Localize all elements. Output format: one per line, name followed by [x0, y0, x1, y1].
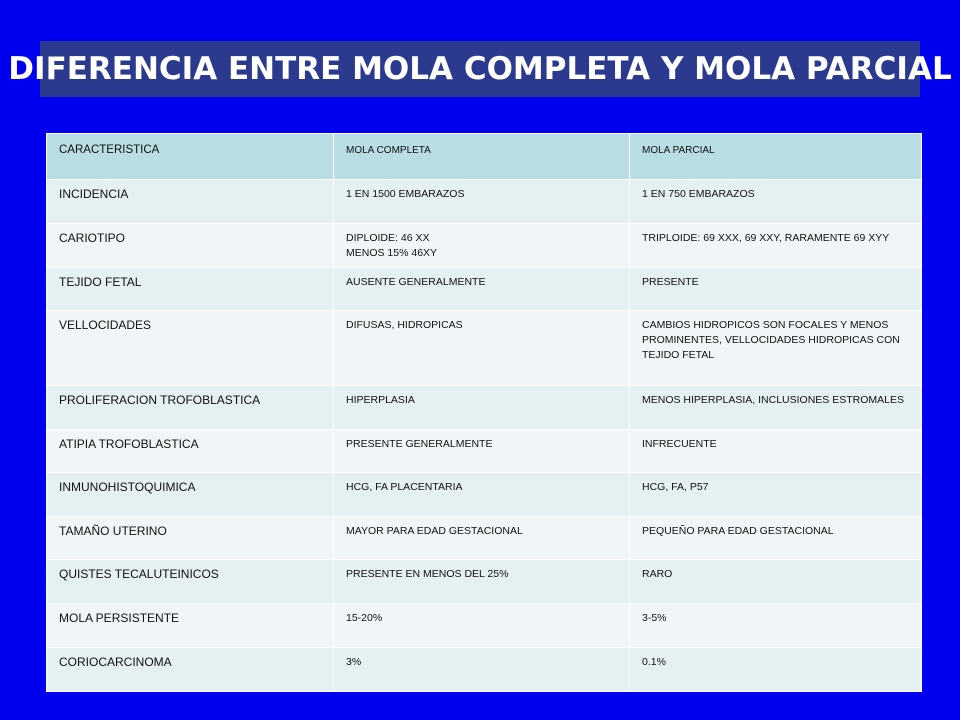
- title-bar: [8, 41, 952, 97]
- table-row: [47, 604, 922, 648]
- cell-caracteristica: MOLA PERSISTENTE: [47, 604, 334, 648]
- cell-mola-parcial: MENOS HIPERPLASIA, INCLUSIONES ESTROMALES: [630, 386, 922, 430]
- cell-mola-parcial: INFRECUENTE: [630, 430, 922, 473]
- cell-caracteristica: TEJIDO FETAL: [47, 268, 334, 311]
- cell-mola-parcial: PRESENTE: [630, 268, 922, 311]
- cell-mola-completa: PRESENTE GENERALMENTE: [334, 430, 630, 473]
- table-row: [47, 473, 922, 517]
- cell-mola-completa: HIPERPLASIA: [334, 386, 630, 430]
- cell-mola-parcial: 0.1%: [630, 648, 922, 692]
- table-row: [47, 180, 922, 224]
- table-row: [47, 268, 922, 311]
- cell-mola-parcial: TRIPLOIDE: 69 XXX, 69 XXY, RARAMENTE 69 XYY: [630, 224, 922, 268]
- cell-mola-parcial: PEQUEÑO PARA EDAD GESTACIONAL: [630, 517, 922, 560]
- cell-caracteristica: INMUNOHISTOQUIMICA: [47, 473, 334, 517]
- table-row: [47, 311, 922, 386]
- table-row: [47, 648, 922, 692]
- cell-mola-completa: 15-20%: [334, 604, 630, 648]
- cell-mola-parcial: CAMBIOS HIDROPICOS SON FOCALES Y MENOS PROMINENTES, VELLOCIDADES HIDROPICAS CON TEJIDO FETAL: [630, 311, 922, 386]
- cell-mola-completa: HCG, FA PLACENTARIA: [334, 473, 630, 517]
- cell-mola-parcial: 3-5%: [630, 604, 922, 648]
- cell-caracteristica: PROLIFERACION TROFOBLASTICA: [47, 386, 334, 430]
- cell-mola-completa: DIPLOIDE: 46 XX MENOS 15% 46XY: [334, 224, 630, 268]
- table-row: [47, 224, 922, 268]
- table-row: [47, 517, 922, 560]
- cell-mola-parcial: RARO: [630, 560, 922, 604]
- cell-caracteristica: INCIDENCIA: [47, 180, 334, 224]
- cell-mola-completa: PRESENTE EN MENOS DEL 25%: [334, 560, 630, 604]
- header-mola-completa: MOLA COMPLETA: [334, 134, 630, 180]
- cell-mola-completa: 3%: [334, 648, 630, 692]
- cell-mola-completa: 1 EN 1500 EMBARAZOS: [334, 180, 630, 224]
- table-header-row: [47, 134, 922, 180]
- header-mola-parcial: MOLA PARCIAL: [630, 134, 922, 180]
- cell-caracteristica: VELLOCIDADES: [47, 311, 334, 386]
- cell-mola-completa: MAYOR PARA EDAD GESTACIONAL: [334, 517, 630, 560]
- table-row: [47, 386, 922, 430]
- header-caracteristica: CARACTERISTICA: [47, 134, 334, 180]
- cell-caracteristica: CORIOCARCINOMA: [47, 648, 334, 692]
- cell-caracteristica: CARIOTIPO: [47, 224, 334, 268]
- cell-mola-completa: AUSENTE GENERALMENTE: [334, 268, 630, 311]
- cell-mola-parcial: HCG, FA, P57: [630, 473, 922, 517]
- table-row: [47, 430, 922, 473]
- cell-mola-parcial: 1 EN 750 EMBARAZOS: [630, 180, 922, 224]
- page-title: DIFERENCIA ENTRE MOLA COMPLETA Y MOLA PARCIAL: [8, 51, 952, 87]
- cell-caracteristica: TAMAÑO UTERINO: [47, 517, 334, 560]
- comparison-table: [46, 133, 922, 692]
- cell-caracteristica: ATIPIA TROFOBLASTICA: [47, 430, 334, 473]
- cell-mola-completa: DIFUSAS, HIDROPICAS: [334, 311, 630, 386]
- cell-caracteristica: QUISTES TECALUTEINICOS: [47, 560, 334, 604]
- table-row: [47, 560, 922, 604]
